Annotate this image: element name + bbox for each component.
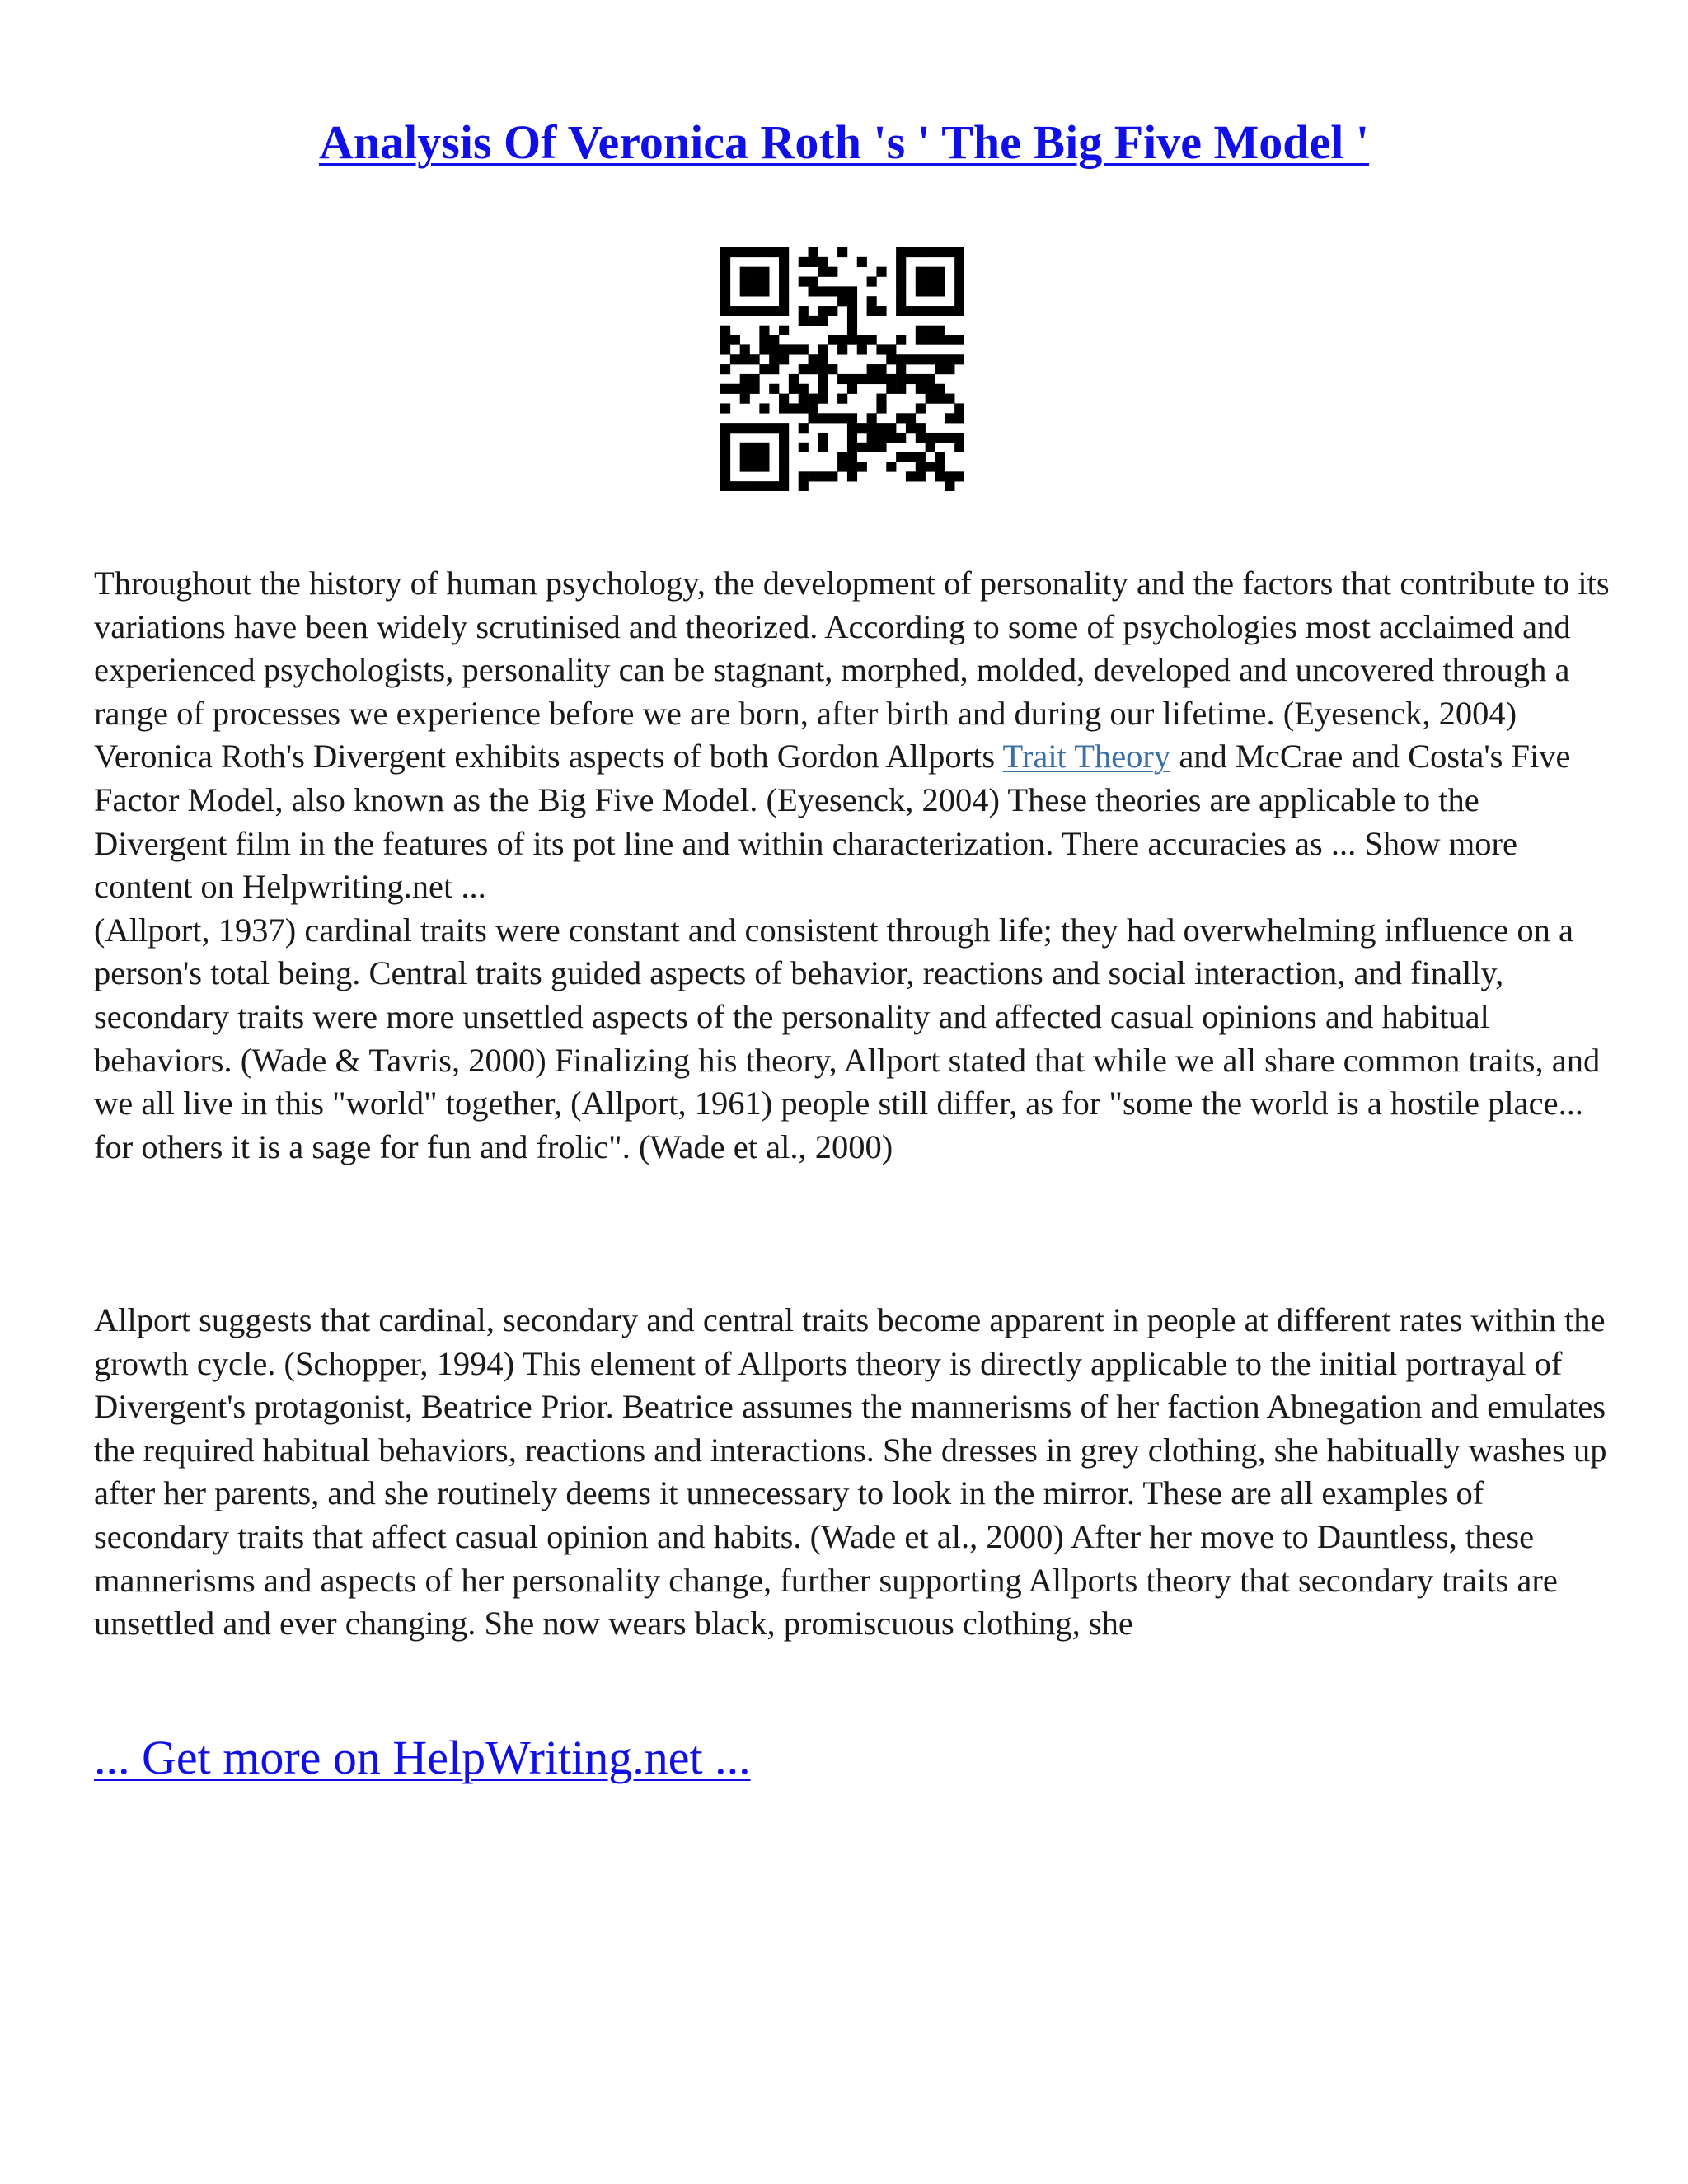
paragraph-intro-end: and McCrae and Costa's Five Factor Model, also known as the Big Five Model. (Eyesenck, 2004) These theories are applicable to the Divergent film in the features of its pot line and within characterization. There accuracies as ... Show more content on Helpwriting.net ... bbox=[94, 738, 1571, 906]
page-title bbox=[0, 114, 1688, 171]
get-more-link[interactable]: ... Get more on HelpWriting.net ... bbox=[94, 1731, 751, 1784]
more-link-container bbox=[94, 1729, 751, 1787]
paragraph-allport-traits: (Allport, 1937) cardinal traits were constant and consistent through life; they had overwhelming influence on a person's total being. Central traits guided aspects of behavior, reactions and social interaction, and finally, secondary traits were more unsettled aspects of the personality and affected casual opinions and habitual behaviors. (Wade & Tavris, 2000) Finalizing his theory, Allport stated that while we all share common traits, and we all live in this "world" together, (Allport, 1961) people still differ, as for "some the world is a hostile place... for others it is a sage for fun and frolic". (Wade et al., 2000) bbox=[94, 911, 1601, 1165]
paragraph-intro bbox=[94, 562, 1611, 909]
title-link[interactable]: Analysis Of Veronica Roth 's ' The Big Five Model ' bbox=[319, 115, 1369, 169]
paragraph-beatrice: Allport suggests that cardinal, secondary and central traits become apparent in people at different rates within the growth cycle. (Schopper, 1994) This element of Allports theory is directly applicable to the initial portrayal of Divergent's protagonist, Beatrice Prior. Beatrice assumes the mannerisms of her faction Abnegation and emulates the required habitual behaviors, reactions and interactions. She dresses in grey clothing, she habitually washes up after her parents, and she routinely deems it unnecessary to look in the mirror. These are all examples of secondary traits that affect casual opinion and habits. (Wade et al., 2000) After her move to Dauntless, these mannerisms and aspects of her personality change, further supporting Allports theory that secondary traits are unsettled and ever changing. She now wears black, promiscuous clothing, she bbox=[94, 1301, 1607, 1643]
qr-code-icon bbox=[720, 247, 964, 491]
body-text-block-2 bbox=[94, 1299, 1611, 1646]
trait-theory-link[interactable]: Trait Theory bbox=[1002, 738, 1171, 776]
body-text-block-1 bbox=[94, 562, 1611, 1169]
paragraph-intro-start: Throughout the history of human psychology, the development of personality and the factors that contribute to its variations have been widely scrutinised and theorized. According to some of psychologies most acclaimed and experienced psychologists, personality can be stagnant, morphed, molded, developed and uncovered through a range of processes we experience before we are born, after birth and during our lifetime. (Eyesenck, 2004) Veronica Roth's Divergent exhibits aspects of both Gordon Allports bbox=[94, 565, 1610, 776]
